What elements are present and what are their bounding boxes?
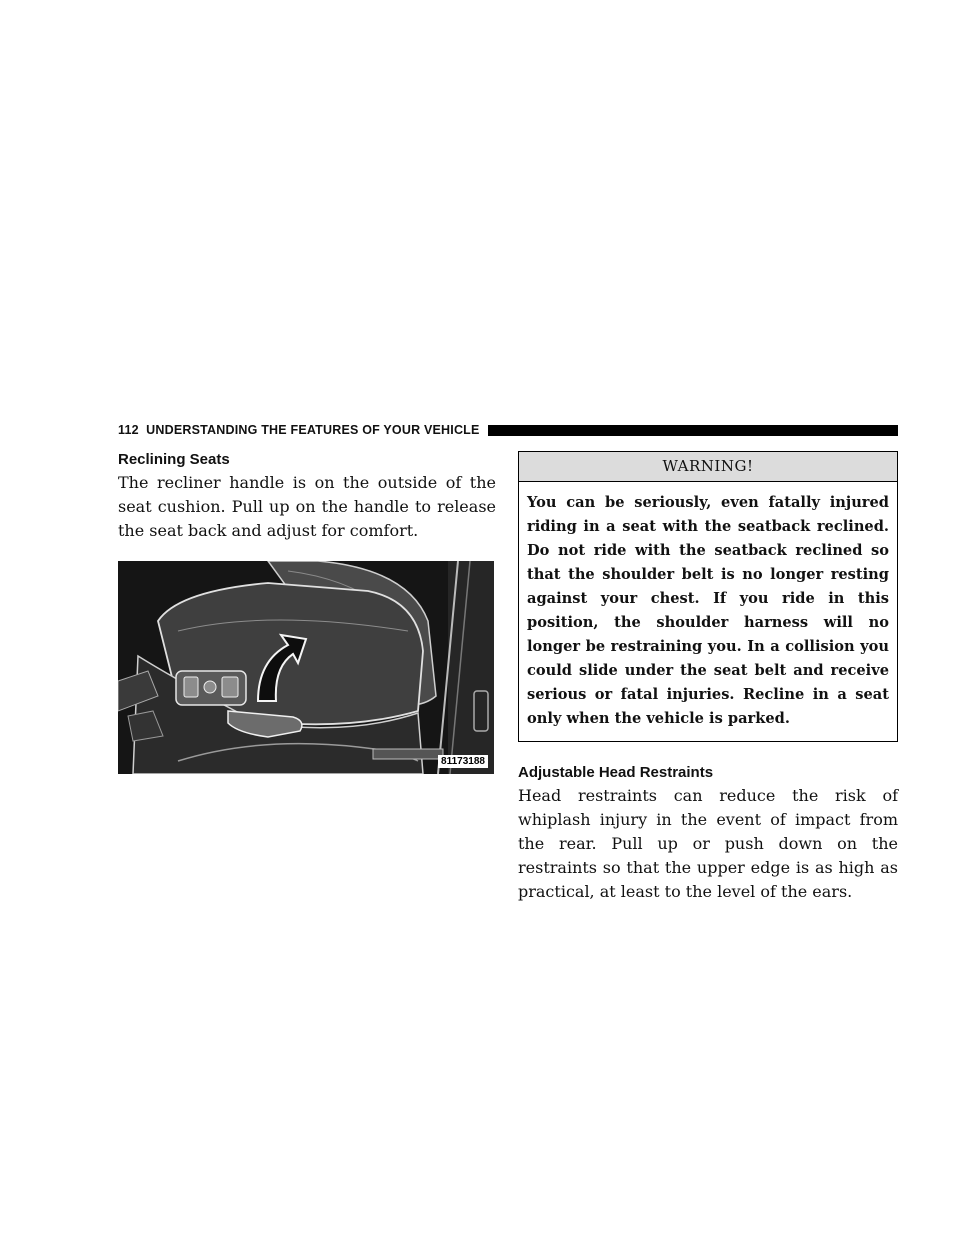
header-rule	[488, 425, 898, 436]
page-header	[118, 419, 898, 441]
recliner-handle-illustration	[118, 561, 494, 774]
figure-id-label: 81173188	[438, 755, 488, 768]
head-restraints-paragraph: Head restraints can reduce the risk of whiplash injury in the event of impact from the rear. Pull up or push down on the restraints so that the upper edge is as high as practical, at least to the level of the ears.	[518, 786, 898, 901]
warning-text: You can be seriously, even fatally injured riding in a seat with the seatback reclined. Do not ride with the seatback reclined so that the shoulder belt is no longer resting against your chest. If you ride in this position, the shoulder harness will no longer be restraining you. In a collision you could slide under the seat belt and receive serious or fatal injuries. Recline in a seat only when the vehicle is parked.	[527, 494, 889, 727]
left-column	[118, 451, 496, 774]
page-number: 112	[118, 423, 139, 437]
running-header	[118, 423, 488, 437]
section-title: UNDERSTANDING THE FEATURES OF YOUR VEHICLE	[146, 423, 480, 437]
reclining-seats-heading: Reclining Seats	[118, 451, 230, 468]
head-restraints-heading: Adjustable Head Restraints	[518, 764, 714, 781]
right-column	[518, 451, 898, 904]
warning-title: WARNING!	[519, 452, 897, 482]
warning-box	[518, 451, 898, 742]
reclining-seats-paragraph: The recliner handle is on the outside of the seat cushion. Pull up on the handle to release the seat back and adjust for comfort.	[118, 473, 496, 540]
seat-drawing	[118, 561, 494, 774]
